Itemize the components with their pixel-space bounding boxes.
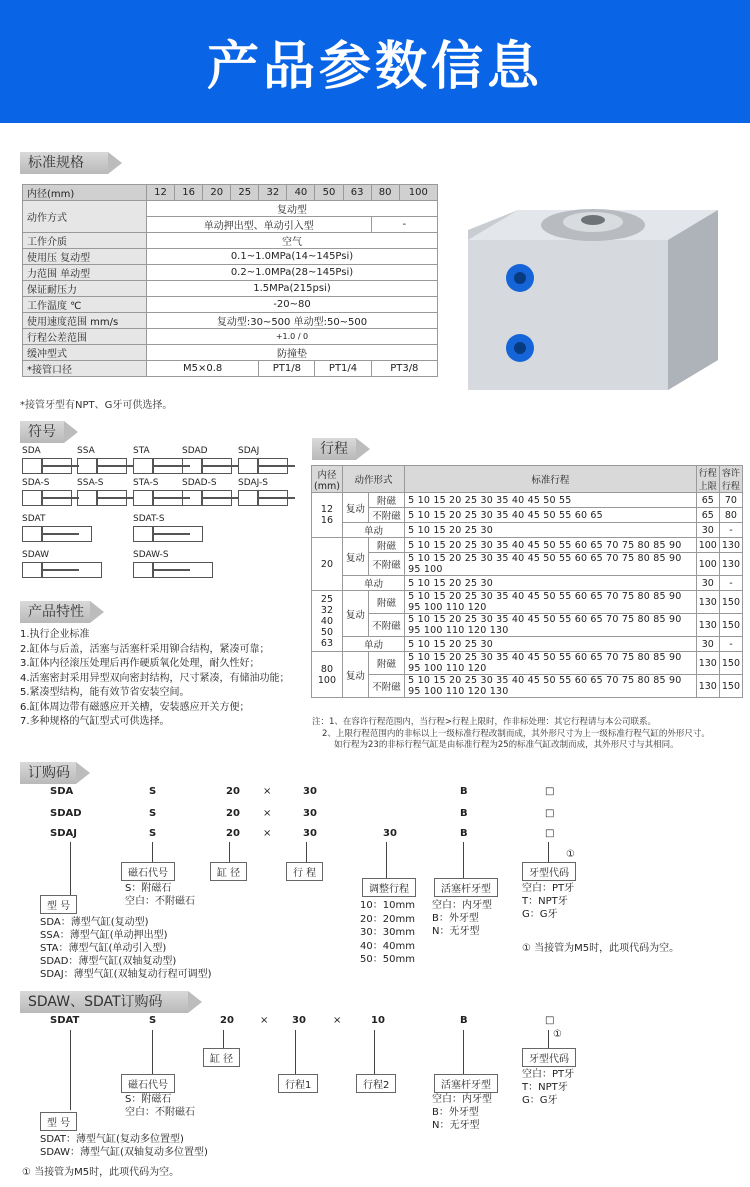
model-code: SDAD [50, 808, 82, 819]
stroke-action: 复动 [342, 652, 368, 698]
spec-label: 使用速度范围 mm/s [23, 313, 147, 329]
symbol-label: SSA-S [77, 478, 104, 488]
feature-item: 4.活塞密封采用异型双向密封结构，尺寸紧凑，有储油功能； [20, 672, 290, 684]
stroke-action: 单动 [342, 576, 404, 591]
stroke-max: 30 [696, 637, 719, 652]
stroke-sub: 不附磁 [368, 614, 404, 637]
label-magnet: 磁石代号 [121, 862, 175, 881]
adjust-options [360, 899, 415, 967]
code-b: B [460, 786, 468, 797]
spec-value: +1.0 / 0 [147, 329, 438, 345]
label-type: 型 号 [40, 895, 77, 914]
code-stroke: 30 [303, 786, 317, 797]
stroke-values: 5 10 15 20 25 30 35 40 45 50 55 60 65 70 75 80 85 90 95 100 110 120 130 [405, 675, 697, 698]
stroke-max: 100 [696, 538, 719, 553]
code-box: □ [545, 808, 555, 819]
option-text: 空白：不附磁石 [125, 896, 195, 907]
symbol-label: STA [133, 446, 150, 456]
option-text: G：G牙 [522, 909, 558, 920]
page-title: 产品参数信息 [206, 37, 543, 97]
stroke-values: 5 10 15 20 25 30 [405, 637, 697, 652]
spec-value: 单动押出型、单动引入型 [147, 217, 372, 233]
code-s: S [149, 786, 157, 797]
code-x: × [263, 808, 272, 819]
option-text: SDA：薄型气缸(复动型) [40, 917, 149, 928]
option-text: 空白：内牙型 [432, 1094, 492, 1105]
stroke-allow: 150 [719, 591, 742, 614]
circle-marker: ① [566, 849, 575, 860]
code-x: × [263, 828, 272, 839]
option-text: 空白：PT牙 [522, 1069, 575, 1080]
bore-cell: 20 [203, 185, 231, 201]
stroke-row [312, 553, 743, 576]
option-text: N：无牙型 [432, 926, 480, 937]
order2-section-title: SDAW、SDAT订购码 [20, 991, 188, 1013]
label-magnet: 磁石代号 [121, 1074, 175, 1093]
bore-cell: 100 [399, 185, 437, 201]
code-stroke: 30 [303, 828, 317, 839]
spec-note: *接管牙型有NPT、G牙可供选择。 [20, 400, 173, 411]
symbol-sta-s [133, 478, 183, 506]
page-banner [0, 0, 750, 123]
symbol-sdad [182, 446, 232, 474]
option-text: SDAJ：薄型气缸(双轴复动行程可调型) [40, 969, 212, 980]
stroke-values: 5 10 15 20 25 30 [405, 523, 697, 538]
order-note: ① 当接管为M5时，此项代码为空。 [522, 943, 680, 954]
feature-item: 1.执行企业标准 [20, 629, 90, 640]
label-adjust: 调整行程 [362, 878, 416, 897]
stroke-note-1: 注：1、在容许行程范围内，当行程>行程上限时，作非标处理：其它行程请与本公司联系。 [312, 717, 657, 727]
stroke-values: 5 10 15 20 25 30 [405, 576, 697, 591]
label-rod: 活塞杆牙型 [434, 1074, 498, 1093]
spec-label: 缓冲型式 [23, 345, 147, 361]
spec-label: 工作温度 ℃ [23, 297, 147, 313]
stroke-allow: - [719, 523, 742, 538]
stroke-values: 5 10 15 20 25 30 35 40 45 50 55 [405, 493, 697, 508]
stroke-max: 130 [696, 675, 719, 698]
feature-item: 5.紧凑型结构，能有效节省安装空间。 [20, 687, 190, 698]
stroke-allow: - [719, 637, 742, 652]
option-text: 50：50mm [360, 954, 415, 965]
option-text: G：G牙 [522, 1095, 558, 1106]
symbol-sdat [22, 514, 92, 542]
feature-item: 2.缸体与后盖，活塞与活塞杆采用铆合结构，紧凑可靠； [20, 643, 270, 655]
features-section-title: 产品特性 [20, 601, 90, 623]
code-bore: 20 [220, 1015, 234, 1026]
type-options [40, 1133, 208, 1159]
bore-cell: 80 [371, 185, 399, 201]
stroke-max: 130 [696, 591, 719, 614]
stroke-allow: 150 [719, 652, 742, 675]
spec-label: *接管口径 [23, 361, 147, 377]
stroke-row [312, 591, 743, 614]
option-text: SDAW：薄型气缸(双轴复动多位置型) [40, 1147, 208, 1158]
stroke-row [312, 675, 743, 698]
spec-section-title: 标准规格 [20, 152, 108, 174]
symbol-ssa [77, 446, 127, 474]
spec-value: M5×0.8 [147, 361, 259, 377]
spec-table [22, 184, 438, 377]
stroke-action: 单动 [342, 637, 404, 652]
code-b: B [460, 808, 468, 819]
option-text: N：无牙型 [432, 1120, 480, 1131]
code-stroke1: 30 [292, 1015, 306, 1026]
circle-marker: ① [553, 1029, 562, 1040]
option-text: B：外牙型 [432, 1107, 479, 1118]
stroke-allow: 80 [719, 508, 742, 523]
stroke-table [311, 465, 743, 698]
code-b: B [460, 1015, 468, 1026]
spec-value: 复动型:30~500 单动型:50~500 [147, 313, 438, 329]
code-bore: 20 [226, 828, 240, 839]
symbol-label: SDAD-S [182, 478, 217, 488]
symbol-label: SDA-S [22, 478, 50, 488]
rod-options [432, 1093, 492, 1132]
symbol-sta [133, 446, 183, 474]
stroke-max: 65 [696, 508, 719, 523]
code-s: S [149, 1015, 157, 1026]
stroke-row [312, 508, 743, 523]
stroke-row [312, 614, 743, 637]
option-text: STA：薄型气缸(单动引入型) [40, 943, 167, 954]
stroke-bore: 12 16 [312, 493, 343, 538]
stroke-action: 单动 [342, 523, 404, 538]
stroke-sub: 不附磁 [368, 508, 404, 523]
stroke-allow: 130 [719, 538, 742, 553]
symbol-label: SDAT [22, 514, 46, 524]
spec-label: 使用压 复动型 [23, 249, 147, 265]
stroke-bore: 80 100 [312, 652, 343, 698]
stroke-allow: - [719, 576, 742, 591]
spec-value: 1.5MPa(215psi) [147, 281, 438, 297]
option-text: 30：30mm [360, 927, 415, 938]
stroke-row [312, 637, 743, 652]
symbols-section-title: 符号 [20, 421, 64, 443]
code-bore: 20 [226, 808, 240, 819]
option-text: SSA：薄型气缸(单动押出型) [40, 930, 168, 941]
option-text: S：附磁石 [125, 883, 172, 894]
magnet-options [125, 882, 195, 908]
option-text: 10：10mm [360, 900, 415, 911]
option-text: 空白：内牙型 [432, 900, 492, 911]
symbol-sdaw-s [133, 550, 213, 578]
stroke-action: 复动 [342, 493, 368, 523]
bore-cell: 50 [315, 185, 343, 201]
stroke-header: 内径 (mm) [312, 466, 343, 493]
stroke-sub: 附磁 [368, 591, 404, 614]
label-thread: 牙型代码 [522, 1048, 576, 1067]
stroke-bore: 25 32 40 50 63 [312, 591, 343, 652]
stroke-note-2: 2、上限行程范围内的非标以上一级标准行程改制而成，其外形尺寸为上一级标准行程气缸的外形尺寸。 [322, 729, 710, 739]
label-type: 型 号 [40, 1112, 77, 1131]
stroke-sub: 附磁 [368, 652, 404, 675]
stroke-bore: 20 [312, 538, 343, 591]
option-text: T：NPT牙 [522, 896, 568, 907]
stroke-allow: 150 [719, 675, 742, 698]
stroke-sub: 附磁 [368, 493, 404, 508]
option-text: SDAD：薄型气缸(双轴复动型) [40, 956, 177, 967]
label-stroke2: 行程2 [356, 1074, 396, 1093]
symbol-sda-s [22, 478, 72, 506]
spec-label: 动作方式 [23, 201, 147, 233]
option-text: 20：20mm [360, 913, 415, 925]
label-bore: 缸 径 [203, 1048, 240, 1067]
bore-cell: 63 [343, 185, 371, 201]
stroke-header: 行程上限 [696, 466, 719, 493]
label-rod: 活塞杆牙型 [434, 878, 498, 897]
spec-value: PT1/4 [315, 361, 371, 377]
code-s: S [149, 828, 157, 839]
stroke-action: 复动 [342, 538, 368, 576]
magnet-options [125, 1093, 195, 1119]
order2-note: ① 当接管为M5时，此项代码为空。 [22, 1167, 180, 1178]
feature-item: 3.缸体内径滚压处理后再作硬质氧化处理，耐久性好； [20, 658, 260, 669]
stroke-section-title: 行程 [312, 438, 356, 460]
symbol-label: SDAJ-S [238, 478, 268, 488]
code-x: × [260, 1015, 269, 1026]
option-text: B：外牙型 [432, 913, 479, 924]
stroke-values: 5 10 15 20 25 30 35 40 45 50 55 60 65 70 75 80 85 90 95 100 110 120 [405, 591, 697, 614]
stroke-allow: 150 [719, 614, 742, 637]
code-x: × [263, 786, 272, 797]
stroke-values: 5 10 15 20 25 30 35 40 45 50 55 60 65 70 75 80 85 90 95 100 110 120 130 [405, 614, 697, 637]
stroke-header: 动作形式 [342, 466, 404, 493]
code-bore: 20 [226, 786, 240, 797]
stroke-max: 130 [696, 652, 719, 675]
type-options [40, 916, 211, 981]
stroke-values: 5 10 15 20 25 30 35 40 45 50 55 60 65 70 75 80 85 90 95 100 110 120 [405, 652, 697, 675]
stroke-sub: 不附磁 [368, 675, 404, 698]
symbol-label: SDA [22, 446, 41, 456]
stroke-sub: 附磁 [368, 538, 404, 553]
option-text: 40：40mm [360, 940, 415, 952]
stroke-allow: 70 [719, 493, 742, 508]
spec-value: -20~80 [147, 297, 438, 313]
option-text: SDAT：薄型气缸(复动多位置型) [40, 1134, 184, 1145]
spec-value: PT3/8 [371, 361, 437, 377]
symbol-label: SDAT-S [133, 514, 165, 524]
stroke-max: 130 [696, 614, 719, 637]
symbol-sdaj-s [238, 478, 288, 506]
label-bore: 缸 径 [210, 862, 247, 881]
label-thread: 牙型代码 [522, 862, 576, 881]
spec-value: 复动型 [147, 201, 438, 217]
spec-label: 工作介质 [23, 233, 147, 249]
spec-value: 空气 [147, 233, 438, 249]
stroke-row [312, 652, 743, 675]
stroke-allow: 130 [719, 553, 742, 576]
bore-cell: 32 [259, 185, 287, 201]
bore-cell: 40 [287, 185, 315, 201]
bore-cell: 25 [231, 185, 259, 201]
code-box: □ [545, 786, 555, 797]
option-text: T：NPT牙 [522, 1082, 568, 1093]
code-box: □ [545, 1015, 555, 1026]
stroke-row [312, 538, 743, 553]
stroke-values: 5 10 15 20 25 30 35 40 45 50 55 60 65 [405, 508, 697, 523]
stroke-header: 容许行程 [719, 466, 742, 493]
rod-options [432, 899, 492, 938]
stroke-row [312, 523, 743, 538]
spec-value: 0.1~1.0MPa(14~145Psi) [147, 249, 438, 265]
option-text: S：附磁石 [125, 1094, 172, 1105]
features-list [20, 628, 290, 730]
symbol-sdaw [22, 550, 102, 578]
stroke-max: 30 [696, 576, 719, 591]
stroke-max: 100 [696, 553, 719, 576]
code-x: × [333, 1015, 342, 1026]
symbol-label: SSA [77, 446, 95, 456]
stroke-header: 标准行程 [405, 466, 697, 493]
feature-item: 7.多种规格的气缸型式可供选择。 [20, 716, 170, 727]
thread-options [522, 882, 574, 921]
model-code: SDA [50, 786, 74, 797]
bore-label: 内径(mm) [23, 185, 147, 201]
code-s: S [149, 808, 157, 819]
bore-cell: 12 [147, 185, 175, 201]
symbol-sdaj [238, 446, 288, 474]
stroke-values: 5 10 15 20 25 30 35 40 45 50 55 60 65 70 75 80 85 90 95 100 [405, 553, 697, 576]
symbol-label: SDAD [182, 446, 208, 456]
code-b: B [460, 828, 468, 839]
symbol-label: SDAW-S [133, 550, 169, 560]
stroke-action: 复动 [342, 591, 368, 637]
symbol-label: SDAJ [238, 446, 260, 456]
label-stroke1: 行程1 [278, 1074, 318, 1093]
spec-label: 力范围 单动型 [23, 265, 147, 281]
stroke-note-3: 如行程为23的非标行程气缸是由标准行程为25的标准气缸改制而成，其外形尺寸与其相同。 [334, 740, 679, 750]
stroke-sub: 不附磁 [368, 553, 404, 576]
model-code: SDAT [50, 1015, 80, 1026]
stroke-max: 30 [696, 523, 719, 538]
code-adjust: 30 [383, 828, 397, 839]
spec-value: 0.2~1.0MPa(28~145Psi) [147, 265, 438, 281]
feature-item: 6.缸体周边带有磁感应开关槽，安装感应开关方便； [20, 701, 250, 713]
spec-label: 行程公差范围 [23, 329, 147, 345]
symbol-label: SDAW [22, 550, 50, 560]
spec-value: PT1/8 [259, 361, 315, 377]
symbol-label: STA-S [133, 478, 159, 488]
symbol-ssa-s [77, 478, 127, 506]
symbol-sda [22, 446, 72, 474]
spec-value: - [371, 217, 437, 233]
order-section-title: 订购码 [20, 762, 76, 784]
code-box: □ [545, 828, 555, 839]
label-stroke: 行 程 [286, 862, 323, 881]
stroke-max: 65 [696, 493, 719, 508]
spec-value: 防撞垫 [147, 345, 438, 361]
cylinder-image [468, 200, 726, 400]
model-code: SDAJ [50, 828, 77, 839]
code-stroke: 30 [303, 808, 317, 819]
spec-label: 保证耐压力 [23, 281, 147, 297]
stroke-row [312, 576, 743, 591]
option-text: 空白：PT牙 [522, 883, 575, 894]
stroke-values: 5 10 15 20 25 30 35 40 45 50 55 60 65 70 75 80 85 90 [405, 538, 697, 553]
code-stroke2: 10 [371, 1015, 385, 1026]
bore-cell: 16 [175, 185, 203, 201]
thread-options [522, 1068, 574, 1107]
symbol-sdad-s [182, 478, 232, 506]
option-text: 空白：不附磁石 [125, 1107, 195, 1118]
stroke-row [312, 493, 743, 508]
symbol-sdat-s [133, 514, 203, 542]
